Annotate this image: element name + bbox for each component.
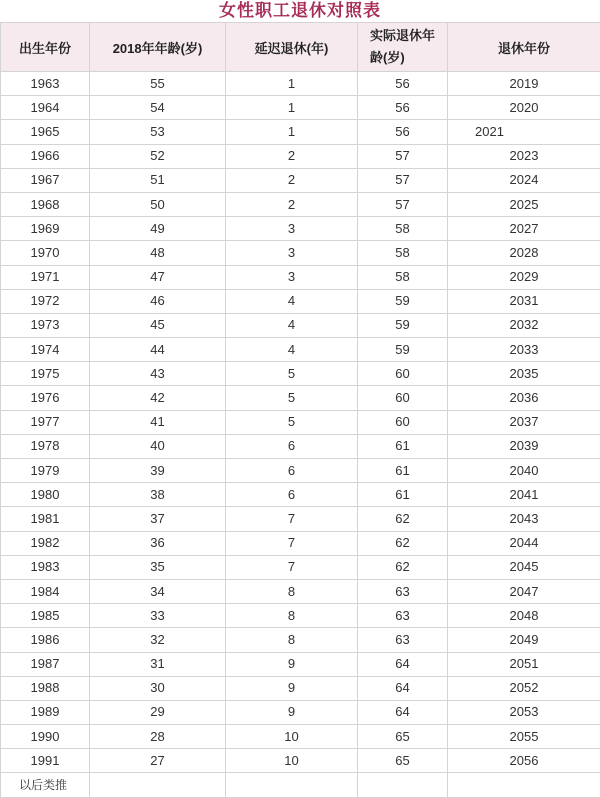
birth-year-cell: 1976 (1, 386, 90, 410)
birth-year-cell: 1985 (1, 604, 90, 628)
table-header (1, 23, 600, 72)
delay-years-cell: 7 (226, 531, 358, 555)
table-body (1, 72, 600, 798)
birth-year-cell: 1965 (1, 120, 90, 144)
retirement-year-cell: 2029 (448, 265, 600, 289)
birth-year-cell: 1966 (1, 144, 90, 168)
actual-retirement-age-cell: 64 (358, 652, 448, 676)
retirement-year-cell: 2047 (448, 579, 600, 603)
birth-year-cell: 1979 (1, 459, 90, 483)
age-2018-cell: 37 (90, 507, 226, 531)
age-2018-cell: 45 (90, 313, 226, 337)
actual-retirement-age-cell: 57 (358, 144, 448, 168)
table-row (1, 192, 600, 216)
table-row (1, 338, 600, 362)
actual-retirement-age-cell: 60 (358, 386, 448, 410)
delay-years-cell: 3 (226, 265, 358, 289)
actual-retirement-age-cell: 57 (358, 168, 448, 192)
age-2018-cell: 53 (90, 120, 226, 144)
birth-year-cell: 1975 (1, 362, 90, 386)
birth-year-cell: 1969 (1, 217, 90, 241)
birth-year-cell: 1986 (1, 628, 90, 652)
retirement-year-cell: 2048 (448, 604, 600, 628)
delay-years-cell: 8 (226, 579, 358, 603)
delay-years-cell: 1 (226, 72, 358, 96)
retirement-year-cell: 2039 (448, 434, 600, 458)
header-actual-retirement-age (358, 23, 448, 72)
retirement-year-cell: 2024 (448, 168, 600, 192)
table-row (1, 289, 600, 313)
actual-retirement-age-cell: 61 (358, 434, 448, 458)
age-2018-cell: 27 (90, 749, 226, 773)
birth-year-cell: 1990 (1, 725, 90, 749)
birth-year-cell: 1967 (1, 168, 90, 192)
retirement-year-cell: 2053 (448, 700, 600, 724)
actual-retirement-age-cell: 56 (358, 96, 448, 120)
birth-year-cell: 1973 (1, 313, 90, 337)
age-2018-cell: 52 (90, 144, 226, 168)
table-row (1, 483, 600, 507)
delay-years-cell: 2 (226, 144, 358, 168)
delay-years-cell: 5 (226, 410, 358, 434)
age-2018-cell: 34 (90, 579, 226, 603)
empty-cell (448, 773, 600, 797)
age-2018-cell: 41 (90, 410, 226, 434)
birth-year-cell: 1989 (1, 700, 90, 724)
age-2018-cell: 35 (90, 555, 226, 579)
birth-year-cell: 1970 (1, 241, 90, 265)
delay-years-cell: 5 (226, 362, 358, 386)
retirement-year-cell: 2020 (448, 96, 600, 120)
table-row (1, 386, 600, 410)
table-row (1, 362, 600, 386)
retirement-year-cell: 2052 (448, 676, 600, 700)
retirement-year-cell: 2049 (448, 628, 600, 652)
table-row (1, 604, 600, 628)
delay-years-cell: 1 (226, 96, 358, 120)
age-2018-cell: 46 (90, 289, 226, 313)
actual-retirement-age-cell: 58 (358, 241, 448, 265)
birth-year-cell: 1984 (1, 579, 90, 603)
header-retirement-year: 退休年份 (448, 23, 600, 72)
actual-retirement-age-cell: 61 (358, 459, 448, 483)
age-2018-cell: 32 (90, 628, 226, 652)
birth-year-cell: 1977 (1, 410, 90, 434)
birth-year-cell: 1982 (1, 531, 90, 555)
delay-years-cell: 2 (226, 192, 358, 216)
actual-retirement-age-cell: 63 (358, 579, 448, 603)
table-row (1, 725, 600, 749)
actual-retirement-age-cell: 61 (358, 483, 448, 507)
birth-year-cell: 1991 (1, 749, 90, 773)
table-row (1, 72, 600, 96)
table-row (1, 628, 600, 652)
retirement-year-cell: 2044 (448, 531, 600, 555)
age-2018-cell: 28 (90, 725, 226, 749)
delay-years-cell: 8 (226, 604, 358, 628)
age-2018-cell: 50 (90, 192, 226, 216)
header-row (1, 23, 600, 72)
actual-retirement-age-cell: 57 (358, 192, 448, 216)
table-row (1, 700, 600, 724)
age-2018-cell: 49 (90, 217, 226, 241)
delay-years-cell: 5 (226, 386, 358, 410)
age-2018-cell: 33 (90, 604, 226, 628)
delay-years-cell: 6 (226, 483, 358, 507)
header-delay-years: 延迟退休(年) (226, 23, 358, 72)
age-2018-cell: 39 (90, 459, 226, 483)
empty-cell (358, 773, 448, 797)
birth-year-cell: 1972 (1, 289, 90, 313)
delay-years-cell: 10 (226, 725, 358, 749)
actual-retirement-age-cell: 64 (358, 700, 448, 724)
birth-year-cell: 1974 (1, 338, 90, 362)
actual-retirement-age-cell: 62 (358, 531, 448, 555)
age-2018-cell: 38 (90, 483, 226, 507)
age-2018-cell: 40 (90, 434, 226, 458)
retirement-year-cell: 2043 (448, 507, 600, 531)
header-age-2018: 2018年年龄(岁) (90, 23, 226, 72)
delay-years-cell: 4 (226, 289, 358, 313)
footer-note: 以后类推 (1, 773, 90, 797)
retirement-year-cell: 2036 (448, 386, 600, 410)
actual-retirement-age-cell: 63 (358, 604, 448, 628)
table-row (1, 676, 600, 700)
actual-retirement-age-cell: 59 (358, 338, 448, 362)
birth-year-cell: 1980 (1, 483, 90, 507)
delay-years-cell: 7 (226, 555, 358, 579)
birth-year-cell: 1964 (1, 96, 90, 120)
actual-retirement-age-cell: 58 (358, 265, 448, 289)
age-2018-cell: 51 (90, 168, 226, 192)
actual-retirement-age-cell: 59 (358, 313, 448, 337)
retirement-year-cell: 2031 (448, 289, 600, 313)
retirement-year-cell: 2032 (448, 313, 600, 337)
delay-years-cell: 9 (226, 700, 358, 724)
actual-retirement-age-cell: 64 (358, 676, 448, 700)
delay-years-cell: 8 (226, 628, 358, 652)
delay-years-cell: 9 (226, 676, 358, 700)
header-actual-retirement-age-label: 实际退休年龄(岁) (370, 25, 438, 69)
age-2018-cell: 44 (90, 338, 226, 362)
actual-retirement-age-cell: 56 (358, 120, 448, 144)
table-row (1, 144, 600, 168)
delay-years-cell: 6 (226, 459, 358, 483)
retirement-year-cell: 2051 (448, 652, 600, 676)
table-row (1, 531, 600, 555)
age-2018-cell: 55 (90, 72, 226, 96)
birth-year-cell: 1971 (1, 265, 90, 289)
delay-years-cell: 7 (226, 507, 358, 531)
retirement-year-cell: 2023 (448, 144, 600, 168)
table-row (1, 652, 600, 676)
retirement-year-cell: 2040 (448, 459, 600, 483)
delay-years-cell: 9 (226, 652, 358, 676)
table-row (1, 313, 600, 337)
actual-retirement-age-cell: 62 (358, 555, 448, 579)
empty-cell (90, 773, 226, 797)
table-footer-row (1, 773, 600, 797)
table-row (1, 241, 600, 265)
retirement-year-cell: 2041 (448, 483, 600, 507)
age-2018-cell: 30 (90, 676, 226, 700)
actual-retirement-age-cell: 62 (358, 507, 448, 531)
birth-year-cell: 1963 (1, 72, 90, 96)
birth-year-cell: 1978 (1, 434, 90, 458)
age-2018-cell: 36 (90, 531, 226, 555)
actual-retirement-age-cell: 63 (358, 628, 448, 652)
table-row (1, 168, 600, 192)
actual-retirement-age-cell: 56 (358, 72, 448, 96)
retirement-year-cell: 2033 (448, 338, 600, 362)
age-2018-cell: 43 (90, 362, 226, 386)
birth-year-cell: 1968 (1, 192, 90, 216)
birth-year-cell: 1988 (1, 676, 90, 700)
age-2018-cell: 42 (90, 386, 226, 410)
delay-years-cell: 6 (226, 434, 358, 458)
delay-years-cell: 2 (226, 168, 358, 192)
actual-retirement-age-cell: 60 (358, 362, 448, 386)
table-row (1, 265, 600, 289)
empty-cell (226, 773, 358, 797)
delay-years-cell: 3 (226, 241, 358, 265)
actual-retirement-age-cell: 65 (358, 725, 448, 749)
age-2018-cell: 48 (90, 241, 226, 265)
table-row (1, 507, 600, 531)
table-row (1, 579, 600, 603)
retirement-year-cell: 2045 (448, 555, 600, 579)
retirement-year-cell: 2019 (448, 72, 600, 96)
actual-retirement-age-cell: 60 (358, 410, 448, 434)
actual-retirement-age-cell: 59 (358, 289, 448, 313)
delay-years-cell: 4 (226, 313, 358, 337)
age-2018-cell: 31 (90, 652, 226, 676)
birth-year-cell: 1987 (1, 652, 90, 676)
table-row (1, 410, 600, 434)
retirement-year-cell: 2028 (448, 241, 600, 265)
retirement-year-cell: 2037 (448, 410, 600, 434)
retirement-table (0, 22, 600, 798)
delay-years-cell: 4 (226, 338, 358, 362)
retirement-year-cell: 2025 (448, 192, 600, 216)
table-row (1, 459, 600, 483)
retirement-year-cell: 2056 (448, 749, 600, 773)
retirement-year-cell: 2027 (448, 217, 600, 241)
actual-retirement-age-cell: 58 (358, 217, 448, 241)
delay-years-cell: 3 (226, 217, 358, 241)
delay-years-cell: 10 (226, 749, 358, 773)
retirement-year-cell: 2055 (448, 725, 600, 749)
birth-year-cell: 1983 (1, 555, 90, 579)
birth-year-cell: 1981 (1, 507, 90, 531)
page-title: 女性职工退休对照表 (0, 0, 600, 22)
actual-retirement-age-cell: 65 (358, 749, 448, 773)
table-row (1, 120, 600, 144)
table-row (1, 217, 600, 241)
table-row (1, 96, 600, 120)
age-2018-cell: 47 (90, 265, 226, 289)
table-row (1, 555, 600, 579)
age-2018-cell: 54 (90, 96, 226, 120)
age-2018-cell: 29 (90, 700, 226, 724)
header-birth-year: 出生年份 (1, 23, 90, 72)
retirement-year-cell: 2035 (448, 362, 600, 386)
table-row (1, 749, 600, 773)
table-row (1, 434, 600, 458)
retirement-year-cell: 2021 (448, 120, 600, 144)
delay-years-cell: 1 (226, 120, 358, 144)
